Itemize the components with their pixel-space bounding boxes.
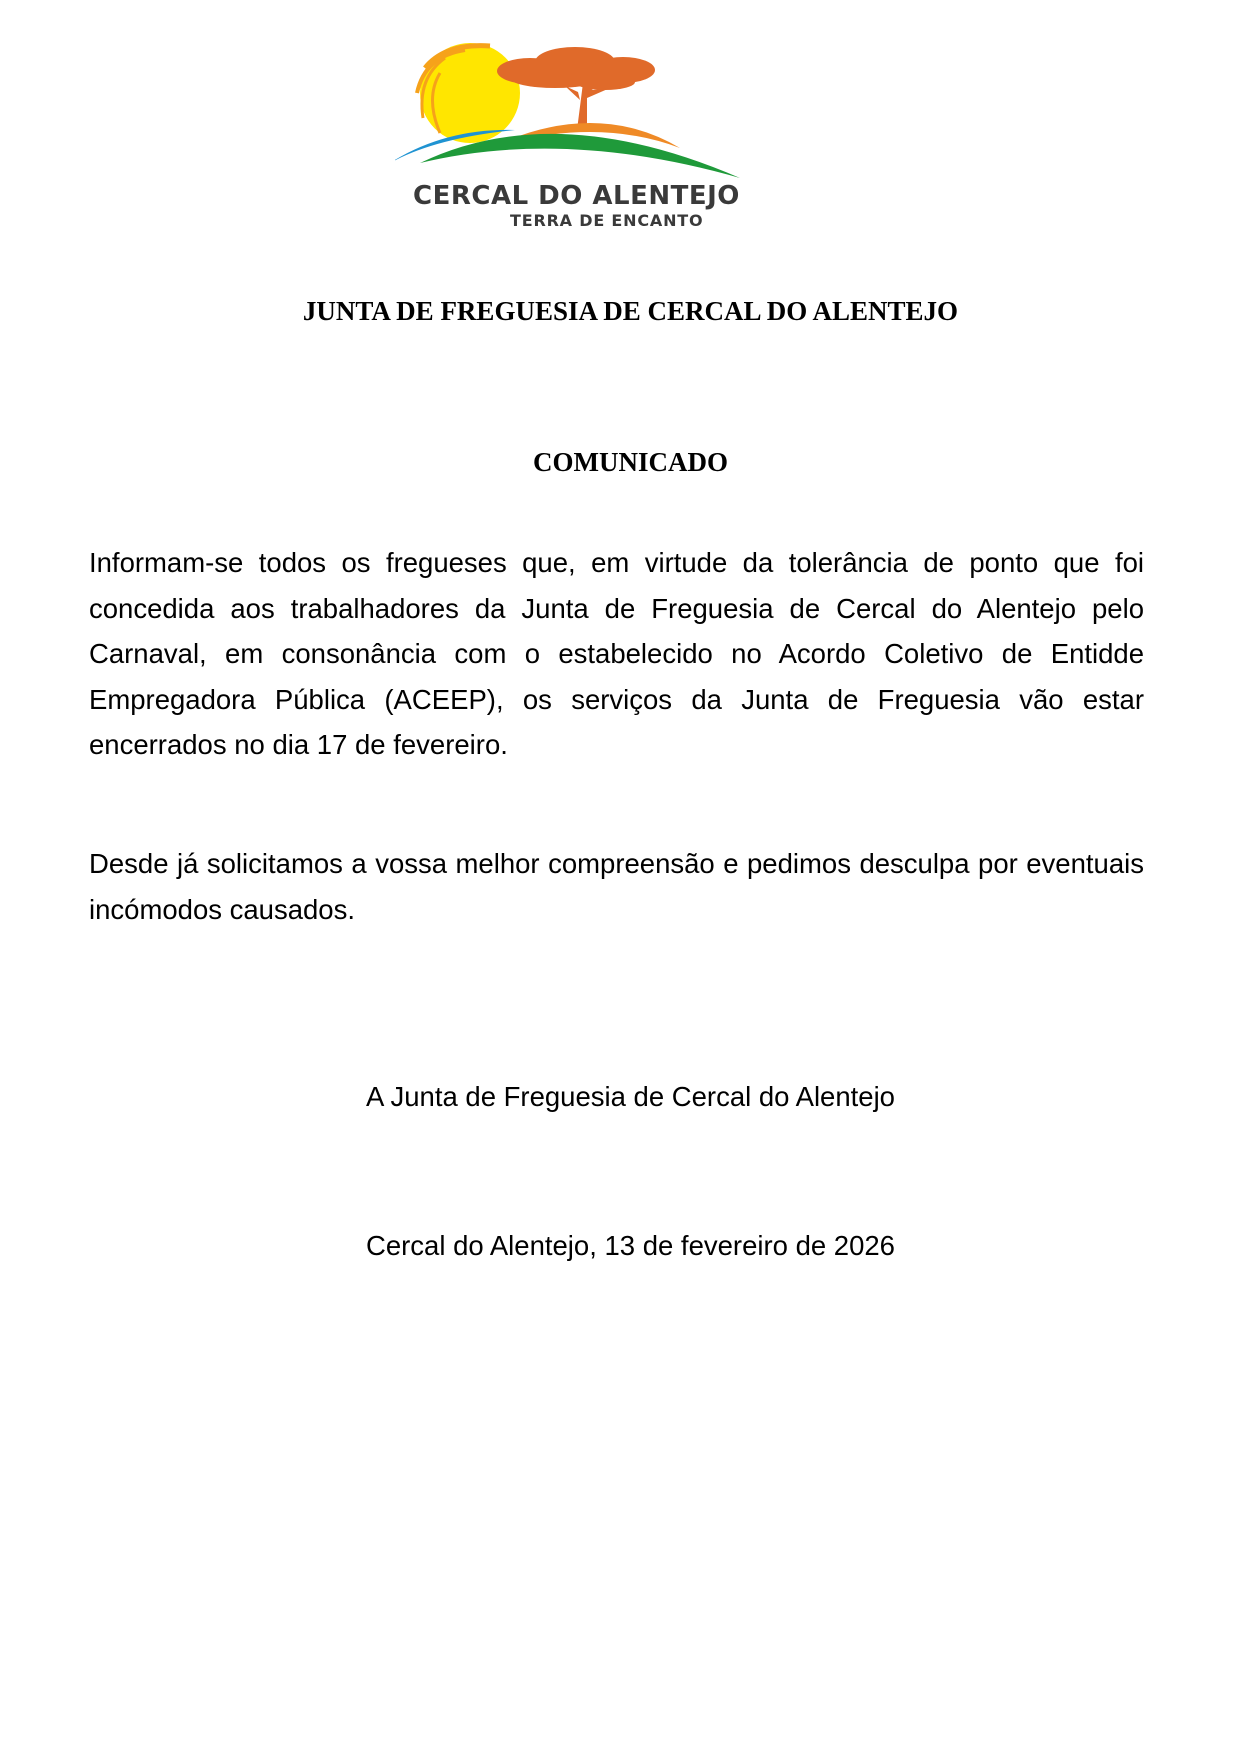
logo-emblem-icon xyxy=(395,38,795,188)
org-title: JUNTA DE FREGUESIA DE CERCAL DO ALENTEJO xyxy=(302,296,959,326)
logo-subtitle: TERRA DE ENCANTO xyxy=(510,211,704,230)
tree-icon xyxy=(497,47,655,130)
paragraph-apology: Desde já solicitamos a vossa melhor compreensão e pedimos desculpa por eventuais incómodos causados. xyxy=(89,848,1144,925)
logo xyxy=(395,38,795,238)
logo-title: CERCAL DO ALENTEJO xyxy=(413,181,740,211)
paragraph-notice: Informam-se todos os fregueses que, em virtude da tolerância de ponto que foi concedida aos trabalhadores da Junta de Freguesia de Cercal do Alentejo pelo Carnaval, em consonância com o estabelecido no Acordo Coletivo de Entidde Empregadora Pública (ACEEP), os serviços da Junta de Freguesia vão estar encerrados no dia 17 de fevereiro. xyxy=(89,547,1144,760)
signature-line: A Junta de Freguesia de Cercal do Alentejo xyxy=(366,1081,895,1112)
document-heading: COMUNICADO xyxy=(533,447,728,477)
date-line: Cercal do Alentejo, 13 de fevereiro de 2026 xyxy=(366,1230,895,1261)
